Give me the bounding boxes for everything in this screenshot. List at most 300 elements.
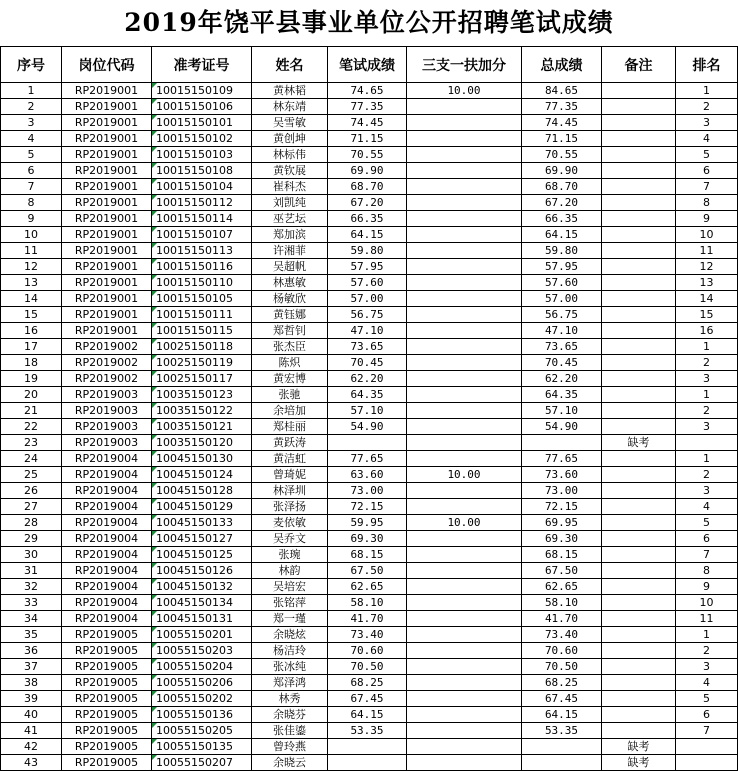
cell-rank: [676, 739, 738, 755]
cell-total: 70.50: [522, 659, 602, 675]
cell-ticket-no: 10015150105: [152, 291, 252, 307]
cell-remark: [602, 627, 676, 643]
cell-total: [522, 435, 602, 451]
table-row: [1, 355, 738, 371]
cell-ticket-no: 10015150103: [152, 147, 252, 163]
cell-name: 刘凯纯: [252, 195, 328, 211]
cell-ticket-no: 10035150123: [152, 387, 252, 403]
cell-post-code: RP2019005: [62, 659, 152, 675]
table-row: [1, 659, 738, 675]
cell-bonus: [407, 675, 522, 691]
cell-rank: 4: [676, 131, 738, 147]
cell-total: 41.70: [522, 611, 602, 627]
cell-remark: [602, 99, 676, 115]
cell-total: 70.45: [522, 355, 602, 371]
cell-bonus: [407, 483, 522, 499]
cell-bonus: [407, 211, 522, 227]
cell-name: 巫艺坛: [252, 211, 328, 227]
cell-bonus: [407, 323, 522, 339]
cell-rank: 1: [676, 627, 738, 643]
cell-remark: [602, 499, 676, 515]
cell-bonus: [407, 579, 522, 595]
cell-bonus: [407, 659, 522, 675]
cell-ticket-no: 10045150128: [152, 483, 252, 499]
cell-total: 68.15: [522, 547, 602, 563]
cell-bonus: [407, 611, 522, 627]
cell-bonus: [407, 115, 522, 131]
table-row: [1, 323, 738, 339]
cell-written-score: 68.25: [328, 675, 407, 691]
cell-total: 62.65: [522, 579, 602, 595]
cell-written-score: 73.40: [328, 627, 407, 643]
cell-post-code: RP2019001: [62, 323, 152, 339]
cell-total: 62.20: [522, 371, 602, 387]
cell-remark: [602, 467, 676, 483]
cell-rank: 2: [676, 355, 738, 371]
cell-ticket-no: 10035150120: [152, 435, 252, 451]
cell-bonus: [407, 403, 522, 419]
cell-seq: 42: [1, 739, 62, 755]
cell-rank: 11: [676, 611, 738, 627]
cell-name: 郑泽鸿: [252, 675, 328, 691]
cell-total: 74.45: [522, 115, 602, 131]
cell-remark: [602, 563, 676, 579]
table-row: [1, 723, 738, 739]
cell-seq: 30: [1, 547, 62, 563]
table-row: [1, 707, 738, 723]
cell-written-score: 62.20: [328, 371, 407, 387]
cell-rank: [676, 755, 738, 771]
cell-name: 余晓云: [252, 755, 328, 771]
cell-remark: [602, 227, 676, 243]
cell-total: 68.25: [522, 675, 602, 691]
table-row: [1, 227, 738, 243]
cell-ticket-no: 10055150136: [152, 707, 252, 723]
cell-name: 郑哲钊: [252, 323, 328, 339]
cell-post-code: RP2019004: [62, 515, 152, 531]
cell-ticket-no: 10045150129: [152, 499, 252, 515]
cell-written-score: 77.35: [328, 99, 407, 115]
cell-ticket-no: 10015150115: [152, 323, 252, 339]
header-post-code: 岗位代码: [62, 47, 152, 83]
cell-bonus: [407, 371, 522, 387]
cell-name: 曾琦妮: [252, 467, 328, 483]
cell-post-code: RP2019001: [62, 147, 152, 163]
cell-seq: 1: [1, 83, 62, 99]
cell-seq: 7: [1, 179, 62, 195]
cell-post-code: RP2019004: [62, 451, 152, 467]
cell-rank: 2: [676, 643, 738, 659]
cell-ticket-no: 10045150134: [152, 595, 252, 611]
cell-bonus: [407, 643, 522, 659]
cell-total: 58.10: [522, 595, 602, 611]
cell-name: 黄宏博: [252, 371, 328, 387]
cell-ticket-no: 10045150132: [152, 579, 252, 595]
cell-post-code: RP2019001: [62, 83, 152, 99]
cell-name: 吴超帆: [252, 259, 328, 275]
cell-rank: 1: [676, 451, 738, 467]
cell-seq: 20: [1, 387, 62, 403]
cell-written-score: 57.60: [328, 275, 407, 291]
table-row: [1, 147, 738, 163]
cell-ticket-no: 10055150204: [152, 659, 252, 675]
cell-ticket-no: 10045150125: [152, 547, 252, 563]
cell-post-code: RP2019004: [62, 611, 152, 627]
cell-post-code: RP2019005: [62, 691, 152, 707]
cell-rank: 7: [676, 547, 738, 563]
cell-written-score: 41.70: [328, 611, 407, 627]
cell-written-score: [328, 739, 407, 755]
cell-bonus: [407, 755, 522, 771]
cell-total: 77.35: [522, 99, 602, 115]
table-row: [1, 611, 738, 627]
table-row: [1, 643, 738, 659]
cell-total: 57.95: [522, 259, 602, 275]
cell-name: 张琬: [252, 547, 328, 563]
cell-total: 64.15: [522, 227, 602, 243]
cell-seq: 18: [1, 355, 62, 371]
cell-seq: 37: [1, 659, 62, 675]
cell-total: 53.35: [522, 723, 602, 739]
cell-ticket-no: 10015150114: [152, 211, 252, 227]
cell-written-score: 71.15: [328, 131, 407, 147]
cell-remark: [602, 291, 676, 307]
cell-written-score: 74.65: [328, 83, 407, 99]
cell-post-code: RP2019005: [62, 755, 152, 771]
cell-bonus: [407, 259, 522, 275]
cell-name: 许湘菲: [252, 243, 328, 259]
cell-seq: 29: [1, 531, 62, 547]
cell-ticket-no: 10055150205: [152, 723, 252, 739]
scores-table: [0, 46, 738, 771]
cell-total: 59.80: [522, 243, 602, 259]
cell-remark: [602, 307, 676, 323]
cell-bonus: [407, 563, 522, 579]
cell-written-score: 70.55: [328, 147, 407, 163]
cell-bonus: 10.00: [407, 515, 522, 531]
cell-written-score: 57.00: [328, 291, 407, 307]
table-row: [1, 691, 738, 707]
cell-name: 张泽扬: [252, 499, 328, 515]
cell-remark: [602, 323, 676, 339]
cell-name: 张杰臣: [252, 339, 328, 355]
cell-written-score: 57.95: [328, 259, 407, 275]
header-total: 总成绩: [522, 47, 602, 83]
cell-post-code: RP2019001: [62, 259, 152, 275]
header-name: 姓名: [252, 47, 328, 83]
cell-name: 黄钦展: [252, 163, 328, 179]
cell-seq: 41: [1, 723, 62, 739]
cell-name: 黄创坤: [252, 131, 328, 147]
table-row: [1, 339, 738, 355]
table-row: [1, 419, 738, 435]
cell-post-code: RP2019005: [62, 739, 152, 755]
cell-seq: 3: [1, 115, 62, 131]
cell-written-score: 59.80: [328, 243, 407, 259]
cell-remark: 缺考: [602, 755, 676, 771]
cell-name: 吴乔文: [252, 531, 328, 547]
cell-bonus: [407, 739, 522, 755]
header-remark: 备注: [602, 47, 676, 83]
cell-written-score: 68.15: [328, 547, 407, 563]
cell-bonus: [407, 627, 522, 643]
cell-name: 曾玲燕: [252, 739, 328, 755]
cell-written-score: 67.50: [328, 563, 407, 579]
cell-remark: [602, 419, 676, 435]
cell-total: 57.00: [522, 291, 602, 307]
cell-rank: 8: [676, 195, 738, 211]
cell-seq: 24: [1, 451, 62, 467]
cell-remark: [602, 579, 676, 595]
cell-remark: [602, 723, 676, 739]
cell-total: 77.65: [522, 451, 602, 467]
cell-rank: 12: [676, 259, 738, 275]
cell-seq: 2: [1, 99, 62, 115]
cell-written-score: [328, 755, 407, 771]
table-row: [1, 547, 738, 563]
cell-bonus: [407, 435, 522, 451]
cell-written-score: 67.45: [328, 691, 407, 707]
cell-total: 71.15: [522, 131, 602, 147]
cell-bonus: [407, 691, 522, 707]
cell-total: 68.70: [522, 179, 602, 195]
table-row: [1, 163, 738, 179]
cell-name: 余培加: [252, 403, 328, 419]
cell-rank: 9: [676, 579, 738, 595]
cell-name: 林泽圳: [252, 483, 328, 499]
header-rank: 排名: [676, 47, 738, 83]
cell-written-score: 69.90: [328, 163, 407, 179]
table-row: [1, 275, 738, 291]
cell-ticket-no: 10035150122: [152, 403, 252, 419]
cell-written-score: 70.50: [328, 659, 407, 675]
cell-seq: 10: [1, 227, 62, 243]
cell-bonus: [407, 99, 522, 115]
cell-ticket-no: 10025150118: [152, 339, 252, 355]
cell-rank: 6: [676, 707, 738, 723]
cell-name: 黄跃涛: [252, 435, 328, 451]
cell-post-code: RP2019001: [62, 179, 152, 195]
cell-bonus: [407, 723, 522, 739]
cell-rank: 3: [676, 659, 738, 675]
table-row: [1, 243, 738, 259]
cell-post-code: RP2019004: [62, 579, 152, 595]
cell-post-code: RP2019004: [62, 547, 152, 563]
cell-post-code: RP2019002: [62, 371, 152, 387]
cell-post-code: RP2019004: [62, 483, 152, 499]
cell-rank: 3: [676, 483, 738, 499]
cell-seq: 43: [1, 755, 62, 771]
cell-bonus: [407, 275, 522, 291]
cell-total: 69.90: [522, 163, 602, 179]
table-row: [1, 131, 738, 147]
cell-seq: 34: [1, 611, 62, 627]
cell-bonus: [407, 707, 522, 723]
cell-remark: [602, 595, 676, 611]
cell-total: 64.15: [522, 707, 602, 723]
cell-seq: 36: [1, 643, 62, 659]
cell-bonus: [407, 547, 522, 563]
cell-name: 黄钰娜: [252, 307, 328, 323]
cell-bonus: [407, 131, 522, 147]
cell-bonus: [407, 307, 522, 323]
cell-ticket-no: 10015150101: [152, 115, 252, 131]
cell-post-code: RP2019002: [62, 355, 152, 371]
cell-total: [522, 755, 602, 771]
cell-name: 黄洁虹: [252, 451, 328, 467]
cell-name: 杨敏欣: [252, 291, 328, 307]
cell-bonus: [407, 195, 522, 211]
cell-post-code: RP2019001: [62, 163, 152, 179]
cell-post-code: RP2019001: [62, 275, 152, 291]
cell-rank: 2: [676, 99, 738, 115]
cell-ticket-no: 10035150121: [152, 419, 252, 435]
table-row: [1, 675, 738, 691]
cell-post-code: RP2019001: [62, 195, 152, 211]
cell-total: 47.10: [522, 323, 602, 339]
cell-post-code: RP2019004: [62, 563, 152, 579]
cell-rank: 3: [676, 419, 738, 435]
cell-rank: 15: [676, 307, 738, 323]
cell-name: 吴培宏: [252, 579, 328, 595]
table-body: [1, 83, 738, 771]
cell-seq: 23: [1, 435, 62, 451]
cell-written-score: 73.65: [328, 339, 407, 355]
cell-total: 70.60: [522, 643, 602, 659]
cell-written-score: 70.60: [328, 643, 407, 659]
cell-rank: 1: [676, 83, 738, 99]
cell-remark: [602, 83, 676, 99]
cell-remark: [602, 371, 676, 387]
cell-name: 郑桂丽: [252, 419, 328, 435]
cell-rank: 3: [676, 371, 738, 387]
cell-ticket-no: 10015150107: [152, 227, 252, 243]
cell-remark: [602, 211, 676, 227]
cell-written-score: 74.45: [328, 115, 407, 131]
table-row: [1, 499, 738, 515]
header-ticket-no: 准考证号: [152, 47, 252, 83]
cell-ticket-no: 10055150207: [152, 755, 252, 771]
cell-remark: [602, 179, 676, 195]
header-seq: 序号: [1, 47, 62, 83]
cell-post-code: RP2019004: [62, 499, 152, 515]
cell-rank: 3: [676, 115, 738, 131]
cell-written-score: 56.75: [328, 307, 407, 323]
cell-post-code: RP2019003: [62, 435, 152, 451]
cell-rank: 5: [676, 147, 738, 163]
cell-ticket-no: 10025150119: [152, 355, 252, 371]
cell-bonus: [407, 499, 522, 515]
cell-seq: 40: [1, 707, 62, 723]
cell-remark: [602, 259, 676, 275]
cell-rank: 4: [676, 499, 738, 515]
table-row: [1, 435, 738, 451]
cell-total: 73.40: [522, 627, 602, 643]
cell-ticket-no: 10045150124: [152, 467, 252, 483]
cell-name: 吴雪敏: [252, 115, 328, 131]
cell-total: 72.15: [522, 499, 602, 515]
cell-total: 67.50: [522, 563, 602, 579]
cell-written-score: 47.10: [328, 323, 407, 339]
cell-ticket-no: 10015150102: [152, 131, 252, 147]
cell-bonus: [407, 355, 522, 371]
cell-remark: [602, 451, 676, 467]
cell-ticket-no: 10055150201: [152, 627, 252, 643]
cell-written-score: 68.70: [328, 179, 407, 195]
cell-total: 64.35: [522, 387, 602, 403]
cell-seq: 22: [1, 419, 62, 435]
cell-written-score: 72.15: [328, 499, 407, 515]
cell-post-code: RP2019004: [62, 467, 152, 483]
cell-seq: 26: [1, 483, 62, 499]
cell-total: 67.45: [522, 691, 602, 707]
cell-ticket-no: 10055150203: [152, 643, 252, 659]
cell-written-score: [328, 435, 407, 451]
cell-total: 69.30: [522, 531, 602, 547]
cell-written-score: 70.45: [328, 355, 407, 371]
cell-total: 73.65: [522, 339, 602, 355]
cell-remark: [602, 195, 676, 211]
cell-remark: [602, 483, 676, 499]
table-row: [1, 579, 738, 595]
table-row: [1, 99, 738, 115]
cell-written-score: 64.15: [328, 227, 407, 243]
cell-name: 麦依敏: [252, 515, 328, 531]
cell-rank: 6: [676, 531, 738, 547]
table-row: [1, 531, 738, 547]
table-row: [1, 563, 738, 579]
cell-ticket-no: 10045150130: [152, 451, 252, 467]
cell-name: 林韵: [252, 563, 328, 579]
cell-seq: 21: [1, 403, 62, 419]
cell-seq: 19: [1, 371, 62, 387]
cell-total: 73.60: [522, 467, 602, 483]
cell-ticket-no: 10015150111: [152, 307, 252, 323]
cell-rank: 13: [676, 275, 738, 291]
cell-rank: 1: [676, 387, 738, 403]
table-row: [1, 179, 738, 195]
cell-written-score: 58.10: [328, 595, 407, 611]
cell-post-code: RP2019003: [62, 387, 152, 403]
cell-seq: 9: [1, 211, 62, 227]
cell-total: 57.10: [522, 403, 602, 419]
cell-remark: 缺考: [602, 739, 676, 755]
cell-rank: 5: [676, 515, 738, 531]
cell-post-code: RP2019004: [62, 531, 152, 547]
cell-seq: 16: [1, 323, 62, 339]
cell-rank: 6: [676, 163, 738, 179]
cell-rank: 7: [676, 179, 738, 195]
cell-rank: 4: [676, 675, 738, 691]
cell-name: 余晓炫: [252, 627, 328, 643]
table-row: [1, 115, 738, 131]
cell-seq: 25: [1, 467, 62, 483]
cell-bonus: [407, 227, 522, 243]
cell-post-code: RP2019001: [62, 115, 152, 131]
cell-seq: 5: [1, 147, 62, 163]
cell-seq: 6: [1, 163, 62, 179]
cell-remark: [602, 643, 676, 659]
cell-post-code: RP2019003: [62, 403, 152, 419]
cell-remark: [602, 275, 676, 291]
cell-total: 66.35: [522, 211, 602, 227]
cell-remark: [602, 387, 676, 403]
cell-seq: 27: [1, 499, 62, 515]
cell-total: 57.60: [522, 275, 602, 291]
cell-rank: 14: [676, 291, 738, 307]
cell-name: 林标伟: [252, 147, 328, 163]
cell-name: 林惠敏: [252, 275, 328, 291]
